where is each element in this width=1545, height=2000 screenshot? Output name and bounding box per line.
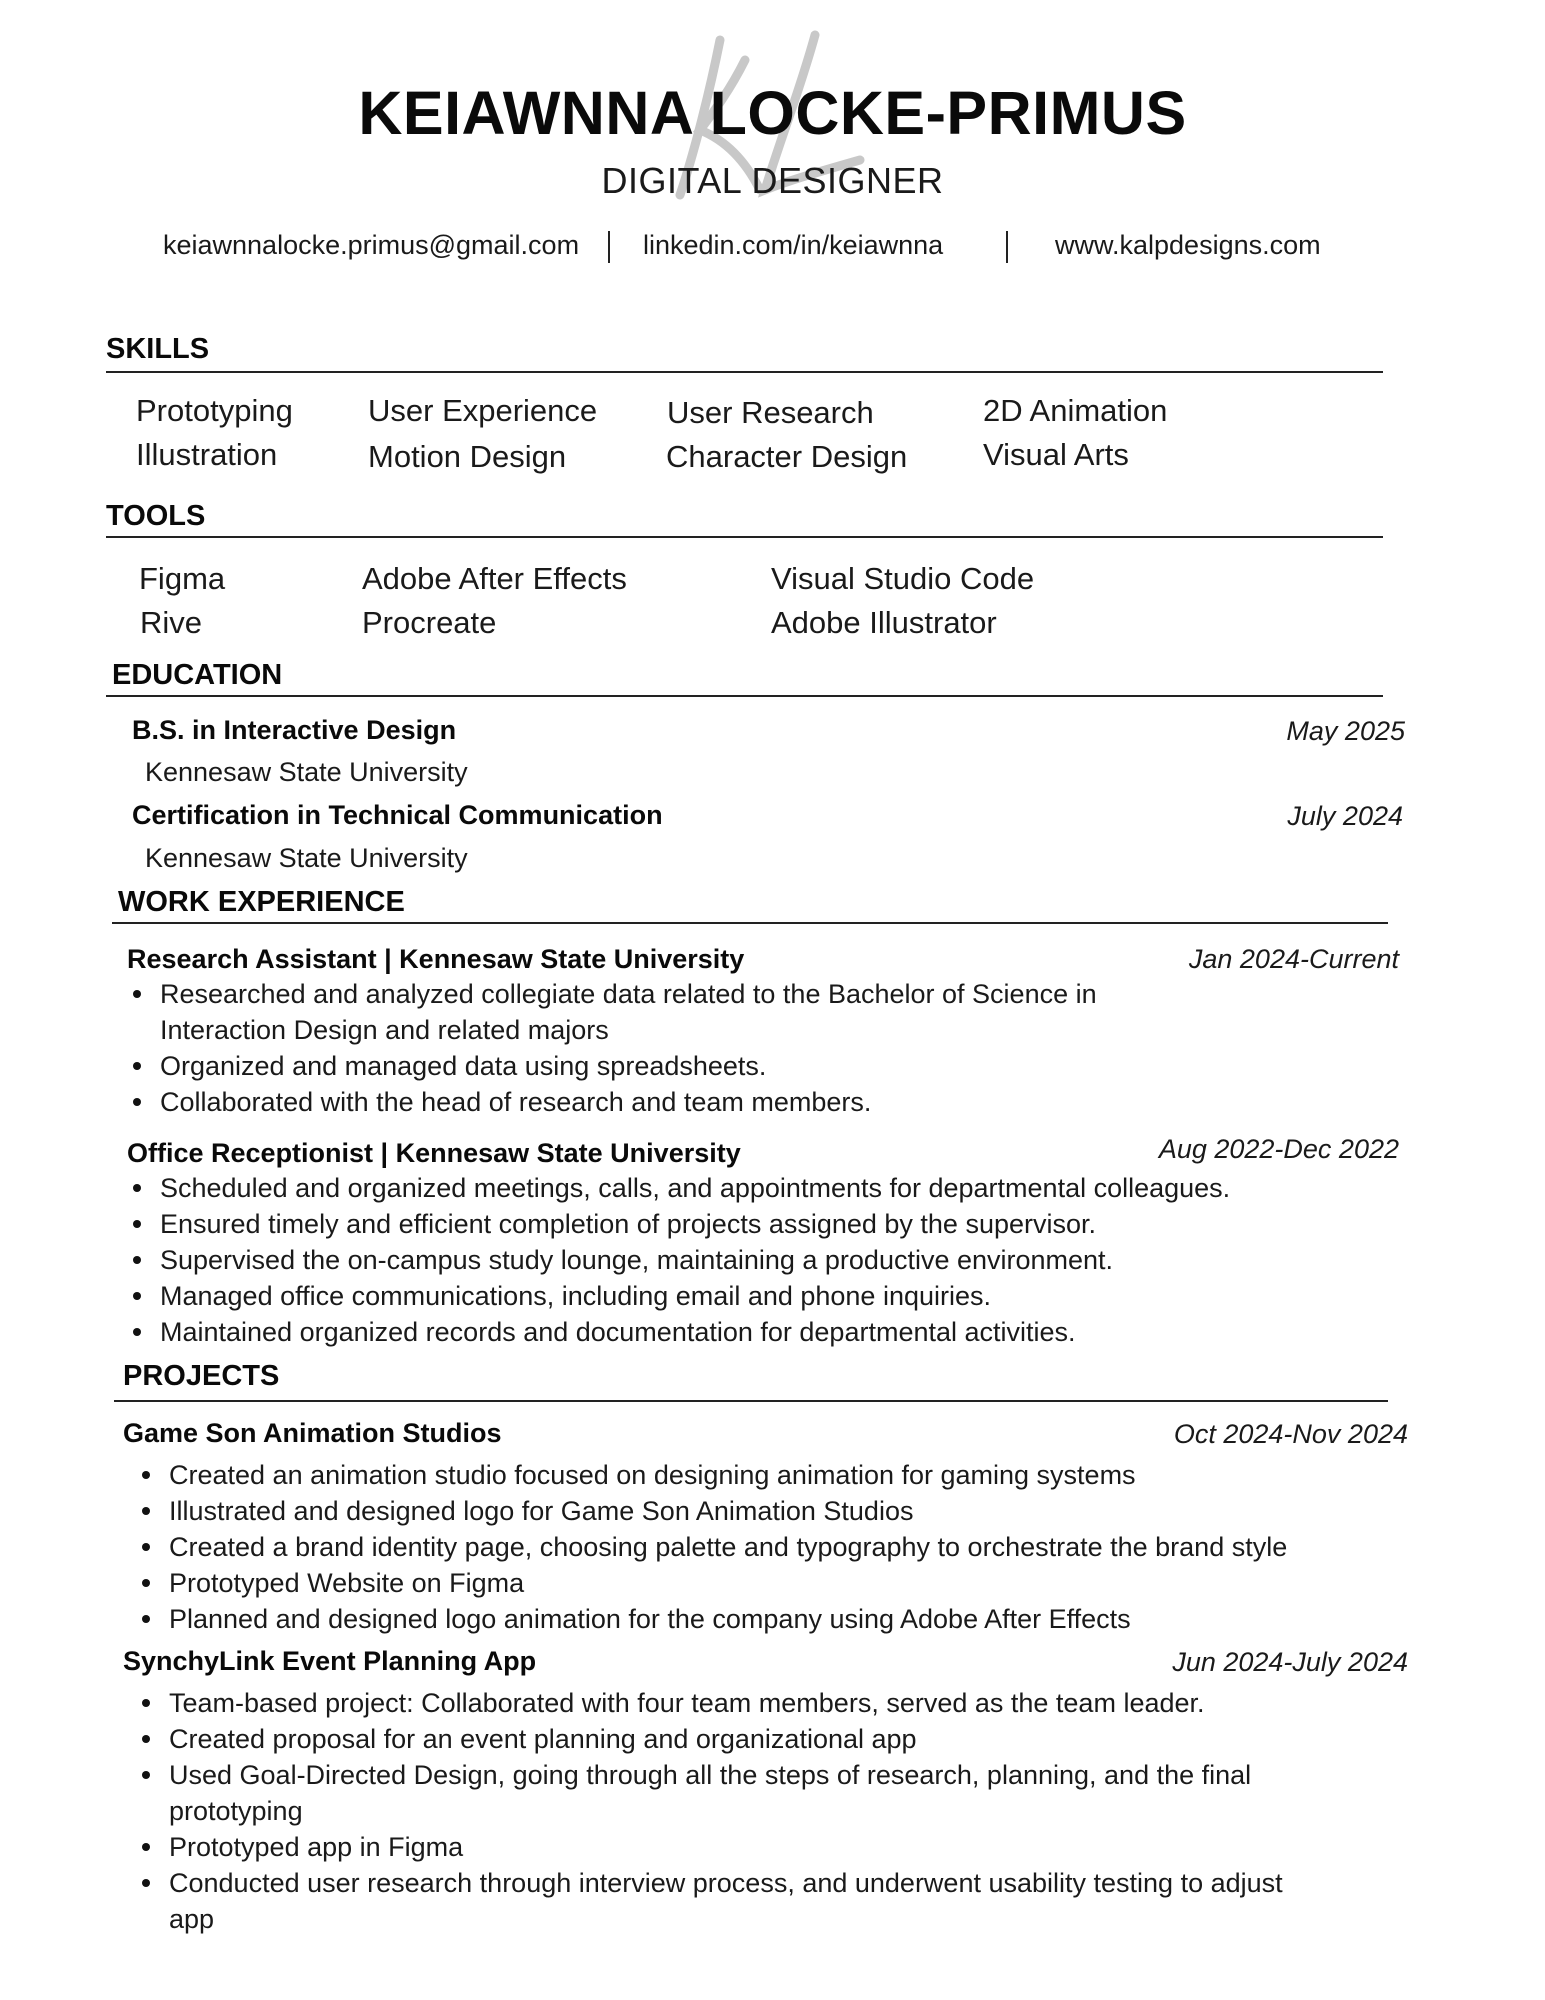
tool-item: Figma [139, 561, 226, 596]
contact-website[interactable]: www.kalpdesigns.com [1055, 230, 1321, 260]
skill-item: Motion Design [368, 439, 567, 474]
job-title: DIGITAL DESIGNER [601, 160, 944, 201]
list-item: Prototyped app in Figma [137, 1829, 1297, 1865]
list-item: Maintained organized records and documentation for departmental activities. [128, 1314, 1328, 1350]
tool-item: Adobe Illustrator [771, 605, 997, 640]
project-entry-title: SynchyLink Event Planning App [123, 1646, 537, 1676]
list-item: Planned and designed logo animation for the company using Adobe After Effects [137, 1601, 1397, 1637]
list-item: Team-based project: Collaborated with four team members, served as the team leader. [137, 1685, 1297, 1721]
tools-heading: TOOLS [106, 500, 206, 532]
contact-email[interactable]: keiawnnalocke.primus@gmail.com [163, 230, 580, 260]
projects-heading: PROJECTS [123, 1360, 280, 1392]
section-divider [106, 695, 1383, 697]
tool-item: Procreate [362, 605, 497, 640]
project-bullets [137, 1685, 1297, 1937]
section-divider [112, 922, 1388, 924]
job-bullets [128, 1170, 1328, 1350]
education-degree: Certification in Technical Communication [132, 800, 663, 830]
tool-item: Rive [140, 605, 203, 640]
list-item: Organized and managed data using spreadsheets. [128, 1048, 1148, 1084]
section-divider [106, 536, 1383, 538]
skill-item: Character Design [666, 439, 908, 474]
list-item: Researched and analyzed collegiate data related to the Bachelor of Science in Interaction Design and related majors [128, 976, 1148, 1048]
list-item: Managed office communications, including email and phone inquiries. [128, 1278, 1328, 1314]
job-entry-date: Aug 2022-Dec 2022 [1158, 1134, 1399, 1164]
education-degree: B.S. in Interactive Design [132, 715, 457, 745]
tool-item: Visual Studio Code [771, 561, 1035, 596]
skill-item: Illustration [136, 437, 278, 472]
list-item: Collaborated with the head of research and team members. [128, 1084, 1148, 1120]
tool-item: Adobe After Effects [362, 561, 627, 596]
project-bullets [137, 1457, 1397, 1637]
list-item: Conducted user research through interview process, and underwent usability testing to adjust app [137, 1865, 1297, 1937]
education-date: July 2024 [1287, 801, 1403, 831]
skill-item: 2D Animation [983, 393, 1168, 428]
education-school: Kennesaw State University [145, 757, 468, 787]
skill-item: User Research [667, 395, 874, 430]
candidate-name: KEIAWNNA LOCKE-PRIMUS [358, 79, 1187, 147]
project-entry-date: Oct 2024-Nov 2024 [1173, 1419, 1408, 1449]
education-date: May 2025 [1286, 716, 1405, 746]
list-item: Scheduled and organized meetings, calls, and appointments for departmental colleagues. [128, 1170, 1328, 1206]
list-item: Supervised the on-campus study lounge, maintaining a productive environment. [128, 1242, 1328, 1278]
work-heading: WORK EXPERIENCE [118, 886, 405, 918]
list-item: Created an animation studio focused on designing animation for gaming systems [137, 1457, 1397, 1493]
education-heading: EDUCATION [112, 659, 283, 691]
job-bullets [128, 976, 1148, 1120]
job-entry-date: Jan 2024-Current [1188, 944, 1399, 974]
project-entry-title: Game Son Animation Studios [123, 1418, 502, 1448]
skills-heading: SKILLS [106, 333, 210, 365]
section-divider [114, 1400, 1388, 1402]
education-school: Kennesaw State University [145, 843, 468, 873]
skill-item: Prototyping [136, 393, 293, 428]
section-divider [106, 371, 1383, 373]
list-item: Created proposal for an event planning and organizational app [137, 1721, 1297, 1757]
skill-item: Visual Arts [983, 437, 1129, 472]
job-entry-title: Office Receptionist | Kennesaw State University [127, 1138, 741, 1168]
list-item: Used Goal-Directed Design, going through all the steps of research, planning, and the final prototyping [137, 1757, 1297, 1829]
contact-separator [608, 231, 610, 263]
contact-separator [1006, 231, 1008, 263]
job-entry-title: Research Assistant | Kennesaw State University [127, 944, 745, 974]
list-item: Prototyped Website on Figma [137, 1565, 1397, 1601]
list-item: Ensured timely and efficient completion of projects assigned by the supervisor. [128, 1206, 1328, 1242]
skill-item: User Experience [368, 393, 598, 428]
contact-linkedin[interactable]: linkedin.com/in/keiawnna [643, 230, 944, 260]
list-item: Illustrated and designed logo for Game Son Animation Studios [137, 1493, 1397, 1529]
list-item: Created a brand identity page, choosing palette and typography to orchestrate the brand style [137, 1529, 1397, 1565]
project-entry-date: Jun 2024-July 2024 [1172, 1647, 1408, 1677]
